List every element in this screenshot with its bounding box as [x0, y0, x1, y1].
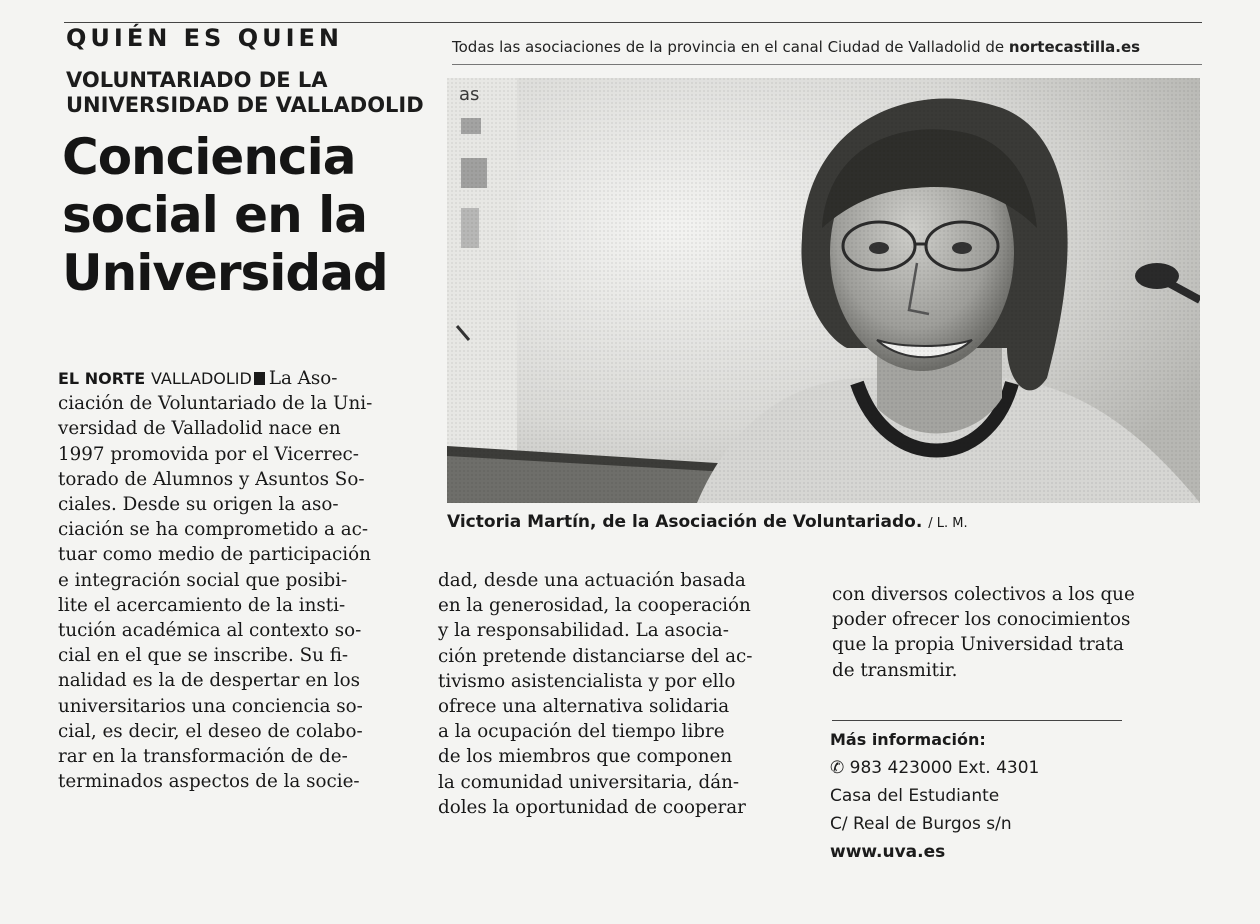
article-column-2	[438, 568, 793, 820]
top-rule	[64, 22, 1202, 23]
promo-rule	[452, 64, 1202, 65]
info-address: C/ Real de Burgos s/n	[830, 814, 1012, 834]
kicker	[66, 68, 436, 118]
headline-line: Conciencia	[62, 128, 356, 186]
more-info-box	[830, 726, 1160, 866]
body-line: a la ocupación del tiempo libre	[438, 721, 725, 743]
promo-line	[452, 38, 1212, 56]
body-line: cial en el que se inscribe. Su fi-	[58, 645, 349, 667]
info-website-link[interactable]: www.uva.es	[830, 842, 946, 862]
section-title: QUIÉN ES QUIEN	[66, 24, 343, 52]
body-line: ción pretende distanciarse del ac-	[438, 645, 753, 667]
headline	[62, 128, 432, 302]
body-line: de los miembros que componen	[438, 746, 733, 768]
body-line: e integración social que posibi-	[58, 569, 348, 591]
article-column-3	[832, 582, 1192, 683]
promo-text: Todas las asociaciones de la provincia en el canal Ciudad de Valladolid de	[452, 38, 1009, 56]
body-line: terminados aspectos de la socie-	[58, 771, 360, 793]
body-line: ofrece una alternativa solidaria	[438, 696, 730, 718]
body-line: nalidad es la de despertar en los	[58, 670, 360, 692]
caption-text: Victoria Martín, de la Asociación de Voluntariado.	[447, 512, 923, 532]
body-line: tivismo asistencialista y por ello	[438, 670, 736, 692]
body-line: versidad de Valladolid nace en	[58, 418, 341, 440]
article-photo	[447, 78, 1200, 503]
more-info-title: Más información:	[830, 730, 986, 749]
body-line: en la generosidad, la cooperación	[438, 595, 751, 617]
body-line: poder ofrecer los conocimientos	[832, 609, 1131, 631]
photo-caption	[447, 512, 1207, 532]
headline-line: social en la	[62, 186, 367, 244]
body-line: doles la oportunidad de cooperar	[438, 796, 746, 818]
body-line: de transmitir.	[832, 659, 958, 681]
portrait-photo-image	[447, 78, 1200, 503]
info-place: Casa del Estudiante	[830, 786, 1000, 806]
body-line: lite el acercamiento de la insti-	[58, 594, 346, 616]
body-line: 1997 promovida por el Vicerrec-	[58, 443, 359, 465]
headline-line: Universidad	[62, 244, 388, 302]
byline-city: VALLADOLID	[150, 369, 252, 388]
body-line: con diversos colectivos a los que	[832, 584, 1135, 605]
body-line: universitarios una conciencia so-	[58, 695, 363, 717]
phone-icon: ✆	[830, 758, 845, 778]
body-line: tución académica al contexto so-	[58, 620, 362, 642]
body-line: ciales. Desde su origen la aso-	[58, 494, 339, 516]
square-bullet-icon	[254, 372, 265, 385]
body-line: que la propia Universidad trata	[832, 634, 1124, 656]
body-line: y la responsabilidad. La asocia-	[438, 620, 729, 642]
phone-line	[830, 754, 1160, 782]
kicker-line: UNIVERSIDAD DE VALLADOLID	[66, 93, 424, 117]
photo-credit: / L. M.	[928, 516, 968, 531]
body-line: ciación se ha comprometido a ac-	[58, 519, 369, 541]
body-line: ciación de Voluntariado de la Uni-	[58, 393, 373, 415]
body-line: rar en la transformación de de-	[58, 746, 348, 768]
info-divider	[832, 720, 1122, 721]
body-line: torado de Alumnos y Asuntos So-	[58, 468, 365, 490]
body-line: La Aso-	[268, 368, 338, 389]
promo-site-link[interactable]: nortecastilla.es	[1008, 38, 1141, 56]
kicker-line: VOLUNTARIADO DE LA	[66, 68, 328, 92]
body-line: cial, es decir, el deseo de colabo-	[58, 720, 363, 742]
body-line: la comunidad universitaria, dán-	[438, 771, 740, 793]
byline-source: EL NORTE	[58, 369, 146, 388]
article-column-1	[58, 366, 408, 794]
body-line: dad, desde una actuación basada	[438, 570, 746, 591]
body-line: tuar como medio de participación	[58, 544, 371, 566]
byline-line	[58, 366, 408, 391]
phone-number: 983 423000 Ext. 4301	[849, 758, 1040, 778]
